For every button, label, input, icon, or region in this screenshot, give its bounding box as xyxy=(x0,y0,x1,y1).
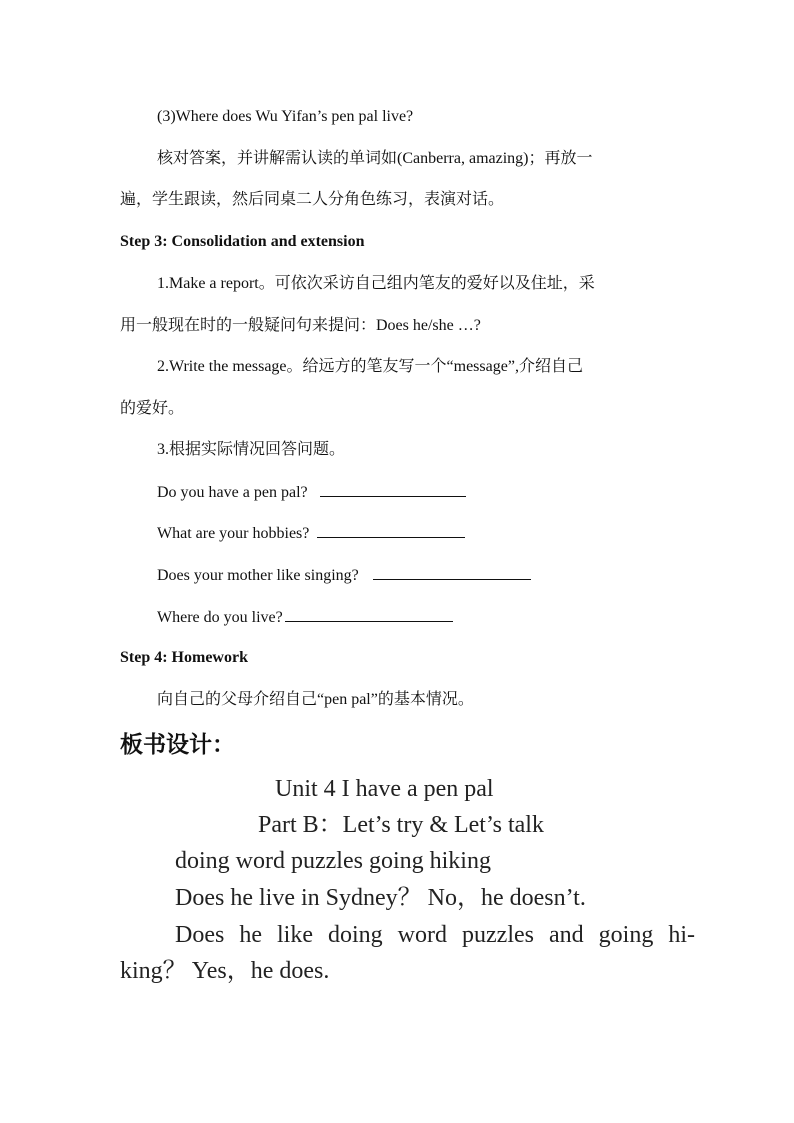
question-text: Does your mother like singing? xyxy=(157,567,359,584)
question-text: What are your hobbies? xyxy=(157,525,310,542)
answer-blank[interactable] xyxy=(320,482,466,497)
answer-blank[interactable] xyxy=(373,565,531,580)
homework-text: 向自己的父母介绍自己“pen pal”的基本情况。 xyxy=(157,691,474,708)
question-3: (3)Where does Wu Yifan’s pen pal live? xyxy=(157,108,414,125)
item-3: 3.根据实际情况回答问题。 xyxy=(157,441,346,458)
question-text: Where do you live? xyxy=(157,609,283,626)
item-2-line-2: 的爱好。 xyxy=(120,400,185,417)
board-question-2-line-2: king？ Yes，he does. xyxy=(120,958,330,984)
board-design-title: 板书设计： xyxy=(120,732,235,758)
board-vocabulary: doing word puzzles going hiking xyxy=(175,848,491,874)
board-question-1: Does he live in Sydney？ No，he doesn’t. xyxy=(175,885,586,911)
board-unit-title: Unit 4 I have a pen pal xyxy=(275,776,494,802)
answer-blank[interactable] xyxy=(285,607,453,622)
board-question-2-line-1: Does he like doing word puzzles and going hi- xyxy=(175,922,695,948)
check-answers-line-2: 遍，学生跟读，然后同桌二人分角色练习，表演对话。 xyxy=(120,191,505,208)
item-2-line-1: 2.Write the message。给远方的笔友写一个“message”,介绍自己 xyxy=(157,358,583,375)
question-row xyxy=(157,523,465,544)
question-text: Do you have a pen pal? xyxy=(157,484,308,501)
item-1-line-1: 1.Make a report。可依次采访自己组内笔友的爱好以及住址，采 xyxy=(157,275,595,292)
question-row xyxy=(157,607,453,628)
step-4-heading: Step 4: Homework xyxy=(120,649,248,666)
question-row xyxy=(157,565,531,586)
check-answers-line-1: 核对答案，并讲解需认读的单词如(Canberra, amazing)；再放一 xyxy=(157,150,593,167)
step-3-heading: Step 3: Consolidation and extension xyxy=(120,233,365,250)
board-part-title: Part B：Let’s try & Let’s talk xyxy=(258,812,544,838)
question-row xyxy=(157,482,466,503)
item-1-line-2: 用一般现在时的一般疑问句来提问：Does he/she …? xyxy=(120,317,481,334)
answer-blank[interactable] xyxy=(317,523,465,538)
